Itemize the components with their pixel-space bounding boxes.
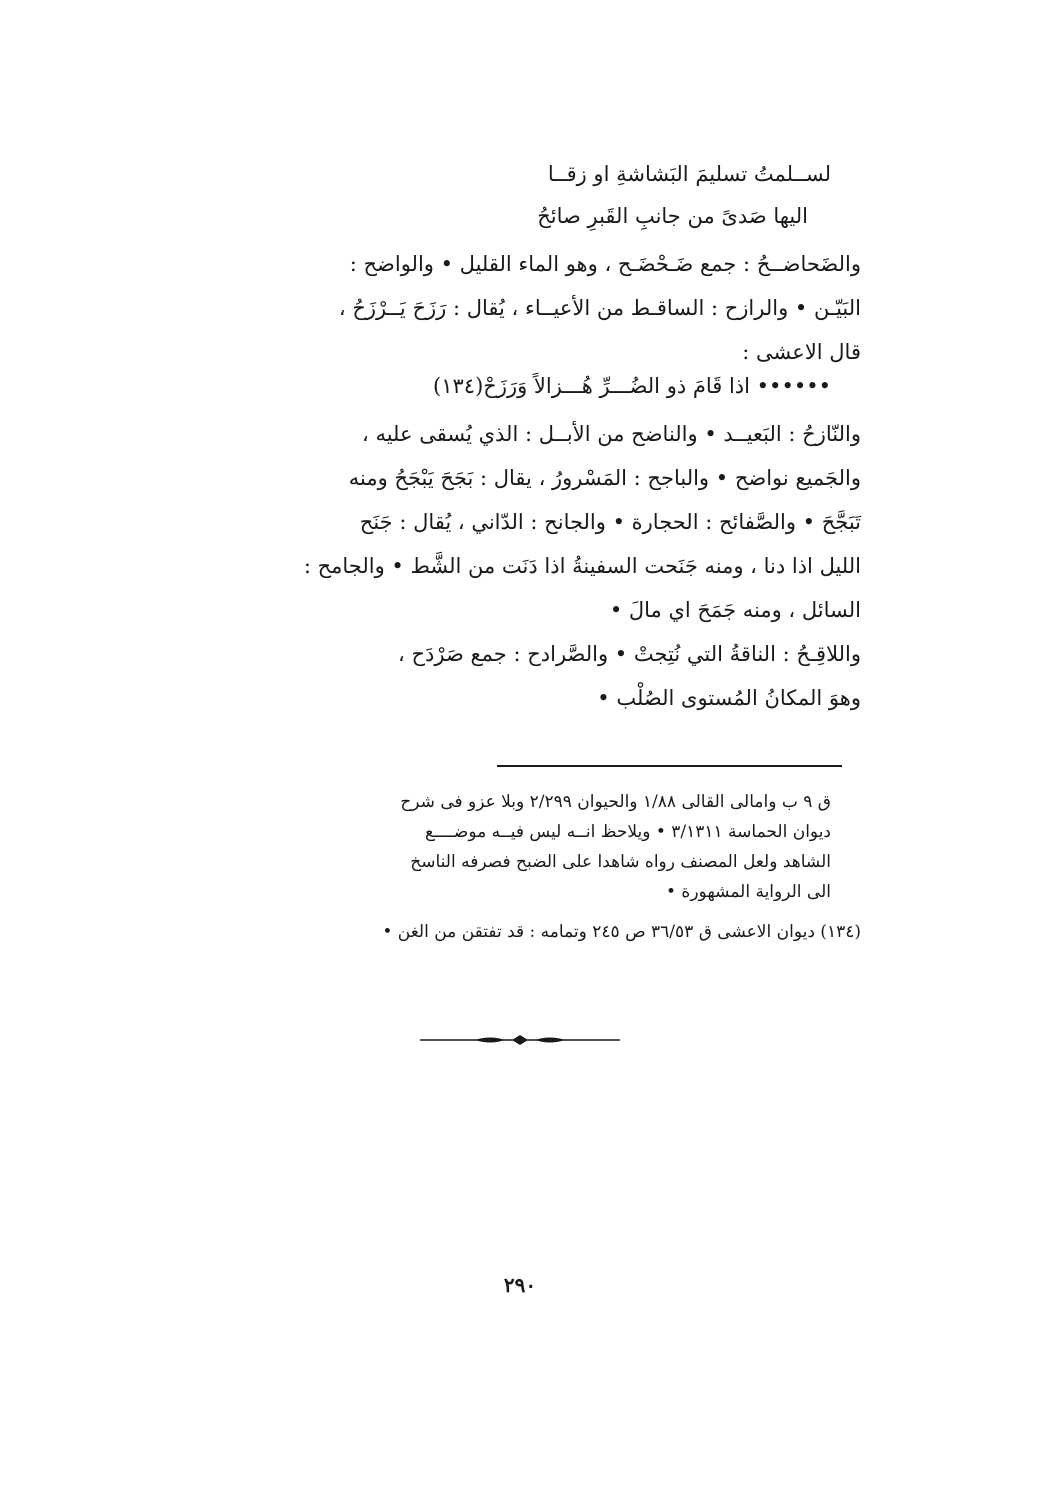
footnote-line-1: ق ٩ ب وامالى القالى ١/٨٨ والحيوان ٢/٢٩٩ وبلا عزو فى شرح: [400, 792, 831, 812]
body-line-11: وهوَ المكانُ المُستوى الصُلْب •: [597, 686, 861, 710]
body-line-9: السائل ، ومنه جَمَحَ اي مالَ •: [609, 598, 861, 622]
body-line-1: والضَحاضــحُ : جمع ضَـحْضَـح ، وهو الماء القليل • والواضح :: [349, 252, 861, 276]
footnote-divider: [497, 765, 842, 767]
ornament-divider-icon: [420, 1032, 620, 1048]
body-line-7: تَبَجَّحَ • والصَّفائح : الحجارة • والجانح : الدّاني ، يُقال : جَنَح: [359, 510, 861, 534]
body-line-3: قال الاعشى :: [742, 340, 861, 364]
footnote-line-3: الشاهد ولعل المصنف رواه شاهدا على الضبح فصرفه الناسخ: [410, 852, 831, 872]
verse-line-2: اليها صَدىً من جانبِ القَبرِ صائحُ: [537, 204, 808, 228]
page-number: ٢٩٠: [503, 1273, 537, 1297]
poetry-citation-line: •••••• اذا قَامَ ذو الضُـــرِّ هُـــزالاً وَرَزَحْ(١٣٤): [433, 374, 831, 398]
body-line-10: واللاقِـحُ : الناقةُ التي نُتِجتْ • والصَّرادح : جمع صَرْدَح ،: [398, 642, 861, 666]
body-line-8: الليل اذا دنا ، ومنه جَنَحت السفينةُ اذا دَنَت من الشَّط • والجامح :: [303, 554, 861, 578]
body-line-2: البَيّـن • والرازح : الساقـط من الأعيــاء ، يُقال : رَزَحَ يَــرْزَحُ ،: [338, 296, 861, 320]
footnote-134: (١٣٤) ديوان الاعشى ق ٣٦/٥٣ ص ٢٤٥ وتمامه : قد تفتقن من الغن •: [382, 922, 861, 942]
body-line-5: والنّازحُ : البَعيــد • والناضح من الأبــل : الذي يُسقى عليه ،: [362, 422, 861, 446]
footnote-line-4: الى الرواية المشهورة •: [665, 882, 831, 902]
footnote-line-2: ديوان الحماسة ٣/١٣١١ • ويلاحظ انــه ليس فيــه موضــــع: [424, 822, 831, 842]
body-line-6: والجَميع نواضح • والباجح : المَسْرورُ ، يقال : بَجَحَ يَبْجَحُ ومنه: [348, 466, 861, 490]
verse-line-1: لســلمتُ تسليمَ البَشاشةِ او زقــا: [547, 162, 831, 186]
